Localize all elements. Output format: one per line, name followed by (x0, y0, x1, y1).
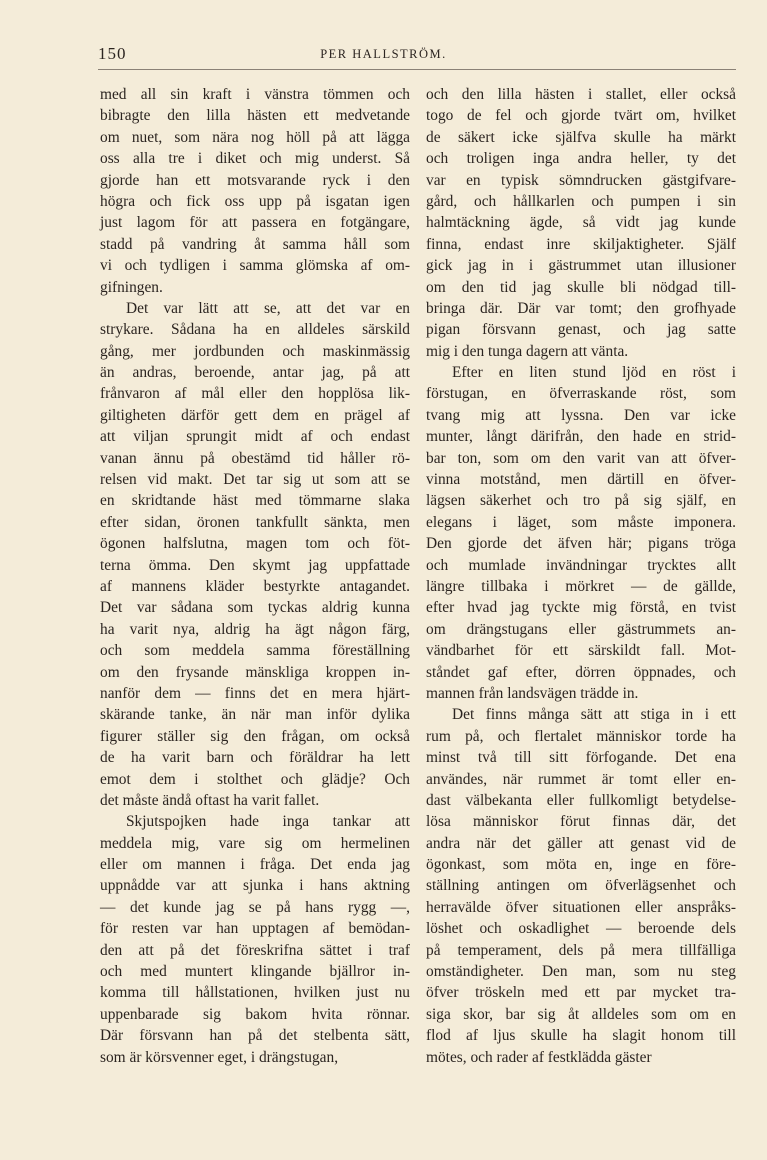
text-line: längre tillbaka i mörkret — de gällde, (426, 577, 736, 595)
text-line: vanan ännu på obestämd tid håller rö- (100, 449, 410, 467)
text-line: tvang mig att lyssna. Den var icke (426, 406, 736, 424)
text-line: ha varit nya, aldrig ha ägt någon färg, (100, 620, 410, 638)
text-line: komma till hållstationen, hvilken just nu (100, 984, 410, 1002)
text-line: Det finns många sätt att stiga in i ett (452, 706, 736, 724)
text-line: än andras, beroende, antar jag, på att (100, 364, 410, 382)
text-line: bibragte den lilla hästen ett medvetande (100, 107, 410, 125)
text-line: vi och tydligen i samma glömska af om- (100, 257, 410, 275)
text-line: gifningen. (100, 278, 163, 296)
text-line: gick jag in i gästrummet utan illusioner (426, 257, 736, 275)
text-line: rum på, och flertalet människor torde ha (426, 727, 736, 745)
text-line: munter, långt därifrån, den hade en strid- (426, 428, 736, 446)
text-line: om drängstugans eller gästrummets an- (426, 620, 736, 638)
text-line: och som meddela samma föreställning (100, 642, 410, 660)
text-line: strykare. Sådana ha en alldeles särskild (100, 321, 410, 339)
left-text-column (100, 84, 410, 1068)
text-line: efter sidan, öronen tankfullt sänkta, men (100, 513, 410, 531)
text-line: den att på det föreskrifna sättet i traf (100, 941, 410, 959)
text-line: terna ömma. Den skymt jag uppfattade (100, 556, 410, 574)
text-line: figurer ställer sig den frågan, om också (100, 727, 410, 745)
text-line: flod af ljus skulle ha slagit honom till (426, 1027, 736, 1045)
text-line: gård, och hållkarlen och pumpen i sin (426, 192, 736, 210)
text-line: om den frysande mänskliga kroppen in- (100, 663, 410, 681)
text-line: oss alla tre i diket och mig underst. Så (100, 150, 410, 168)
text-line: ställning antingen om öfverlägsenhet och (426, 877, 736, 895)
text-line: ögonen halfslutna, magen tom och föt- (100, 535, 410, 553)
text-line: uppenbarade sig bakom hvita rönnar. (100, 1005, 410, 1023)
text-line: mannen från landsvägen trädde in. (426, 684, 639, 702)
text-line: Den gjorde det äfven här; pigans tröga (426, 535, 736, 553)
text-line: just lagom för att passera en fotgängare, (100, 214, 410, 232)
text-line: lägsen säkerhet och tro på sig själf, en (426, 492, 736, 510)
text-line: stadd på vandring åt samma håll som (100, 235, 410, 253)
text-line: och mumlade invändningar trycktes allt (426, 556, 736, 574)
text-line: nanför dem — finns det en mera hjärt- (100, 684, 410, 702)
text-line: meddela mig, vare sig om hermelinen (100, 834, 410, 852)
text-line: de säkert icke själfva skulle ha märkt (426, 128, 736, 146)
text-line: gång, mer jordbunden och maskinmässig (100, 342, 410, 360)
text-line: förstugan, en öfverraskande röst, som (426, 385, 736, 403)
header-rule (98, 69, 736, 70)
text-line: relsen vid makt. Det tar sig ut som att se (100, 471, 410, 489)
text-line: Det var lätt att se, att det var en (126, 299, 410, 317)
text-line: pigan försvann genast, och jag satte (426, 321, 736, 339)
text-line: af mannens kläder bestyrkte antagandet. (100, 577, 410, 595)
text-line: andra när det gäller att genast vid de (426, 834, 736, 852)
text-line: uppnådde var att sjunka i hans aktning (100, 877, 410, 895)
text-line: användes, när rummet är tomt eller en- (426, 770, 736, 788)
text-line: om den tid jag skulle bli nödgad till- (426, 278, 736, 296)
text-line: för resten var han upptagen af bemödan- (100, 920, 410, 938)
text-line: Där försvann han på det stelbenta sätt, (100, 1027, 410, 1045)
text-line: skärande tanke, än när man inför dylika (100, 706, 410, 724)
text-line: vändbarhet för ett särskildt fall. Mot- (426, 642, 736, 660)
page-number: 150 (98, 44, 127, 63)
text-line: med all sin kraft i vänstra tömmen och (100, 86, 410, 103)
text-line: var en typisk sömndrucken gästgifvare- (426, 171, 736, 189)
text-line: ögonkast, som möta en, inge en före- (426, 856, 736, 874)
text-line: mig i den tunga dagern att vänta. (426, 342, 629, 360)
text-line: omständigheter. Den man, som nu steg (426, 963, 736, 981)
text-line: och troligen inga andra heller, ty det (426, 150, 736, 168)
text-line: Efter en liten stund ljöd en röst i (452, 364, 736, 382)
text-line: siga skor, bar sig åt alldeles som om en (426, 1005, 736, 1023)
text-line: högra och fick oss upp på isgatan igen (100, 192, 410, 210)
text-line: halmtäckning ägde, så vidt jag kunde (426, 214, 736, 232)
text-line: togo de fel och gjorde tvärt om, hvilket (426, 107, 736, 125)
text-line: bringa där. Där var tomt; den grofhyade (426, 299, 736, 317)
text-line: — det kunde jag se på hans rygg —, (100, 898, 410, 916)
text-line: eller om mannen i fråga. Det enda jag (100, 856, 410, 874)
text-line: gjorde han ett motsvarande ryck i den (100, 171, 410, 189)
text-line: som är körsvenner eget, i drängstugan, (100, 1048, 339, 1066)
text-line: en skridtande häst med tömmarne slaka (100, 492, 410, 510)
right-text-column (426, 84, 736, 1068)
text-line: Skjutspojken hade inga tankar att (126, 813, 410, 831)
text-line: på temperament, dels på mera tillfälliga (426, 941, 736, 959)
text-line: emot dem i stolthet och glädje? Och (100, 770, 410, 788)
text-line: vinna motstånd, men därtill en öfver- (426, 471, 736, 489)
running-head: PER HALLSTRÖM. (320, 47, 447, 61)
text-line: och den lilla hästen i stallet, eller också (426, 86, 736, 103)
text-line: efter hvad jag tyckte mig förstå, en tvist (426, 599, 736, 617)
text-line: det måste ändå oftast ha varit fallet. (100, 791, 320, 809)
text-line: giltigheten därför gett dem en prägel af (100, 406, 410, 424)
text-line: dast välbekanta eller fullkomligt betydelse- (426, 791, 736, 809)
text-line: Det var sådana som tyckas aldrig kunna (100, 599, 410, 617)
text-line: herravälde öfver situationen eller anspråks- (426, 898, 736, 916)
text-line: elegans i läget, som måste imponera. (426, 513, 736, 531)
text-line: öfver tröskeln med ett par mycket tra- (426, 984, 736, 1002)
text-line: minst två till sitt förfogande. Det ena (426, 749, 736, 767)
text-line: bar ton, som om den varit van att öfver- (426, 449, 736, 467)
text-line: löshet och oskadlighet — beroende dels (426, 920, 736, 938)
text-line: finna, endast inre skiljaktigheter. Själf (426, 235, 736, 253)
text-line: och med muntert klingande bjällror in- (100, 963, 410, 981)
text-line: frånvaron af mål eller den hopplösa lik- (100, 385, 410, 403)
text-line: de ha varit barn och föräldrar ha lett (100, 749, 410, 767)
text-line: om nuet, som nära nog höll på att lägga (100, 128, 410, 146)
text-line: lösa människor förut finnas där, det (426, 813, 736, 831)
text-line: mötes, och rader af festklädda gäster (426, 1048, 652, 1066)
text-line: att viljan sprungit midt af och endast (100, 428, 410, 446)
text-line: ståndet gaf efter, dörren öppnades, och (426, 663, 736, 681)
